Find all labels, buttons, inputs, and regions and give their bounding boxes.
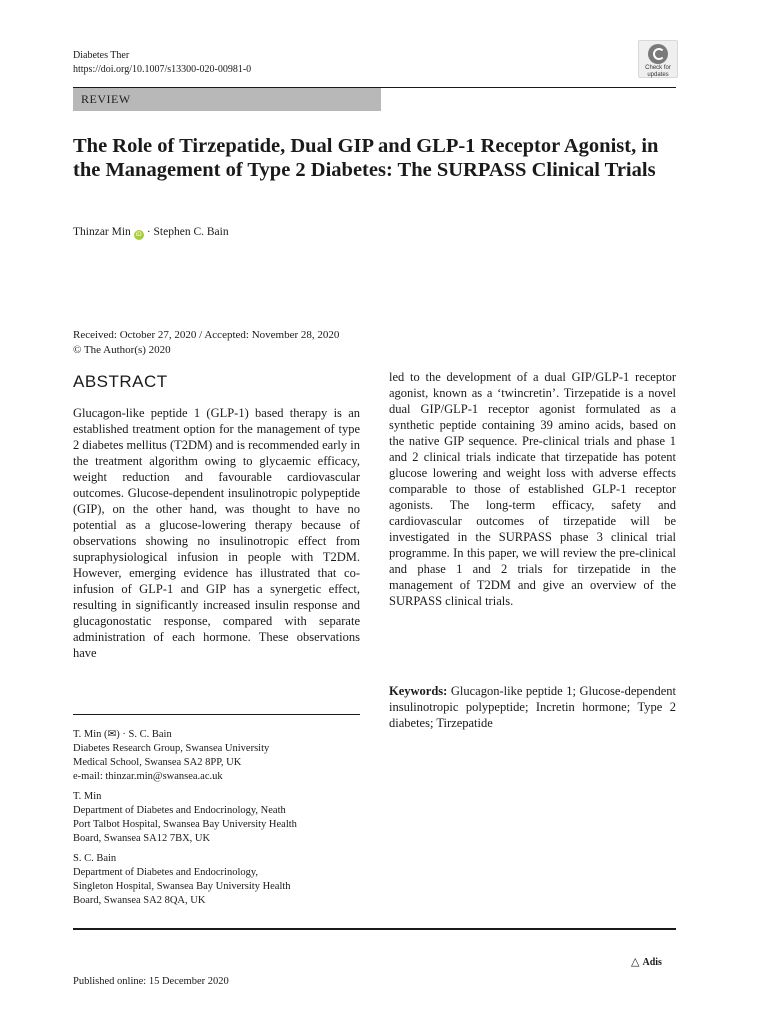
affiliation-block: [73, 728, 363, 784]
doi-link[interactable]: https://doi.org/10.1007/s13300-020-00981-0: [73, 64, 252, 75]
affiliation-line: Department of Diabetes and Endocrinology,: [73, 867, 259, 878]
keywords-label: Keywords:: [389, 684, 448, 698]
copyright: © The Author(s) 2020: [73, 344, 171, 356]
author-list: [73, 226, 229, 240]
received-accepted: Received: October 27, 2020 / Accepted: November 28, 2020: [73, 329, 340, 341]
affiliation-line: Medical School, Swansea SA2 8PP, UK: [73, 757, 242, 768]
affiliation-line: Board, Swansea SA12 7BX, UK: [73, 833, 211, 844]
author-separator: ·: [146, 226, 151, 238]
journal-name: Diabetes Ther: [73, 50, 130, 61]
triangle-logo-icon: △: [631, 955, 640, 968]
affiliation-block: [73, 790, 363, 846]
abstract-column-right: [389, 369, 676, 609]
abstract-column-left: [73, 405, 360, 661]
check-for-updates-button[interactable]: [638, 40, 678, 78]
publisher-logo: [631, 955, 662, 968]
check-badge-line1: Check for: [645, 65, 671, 71]
keywords: [389, 683, 676, 731]
section-label: REVIEW: [81, 92, 131, 106]
orcid-icon[interactable]: iD: [134, 230, 144, 240]
publisher-name: Adis: [642, 957, 662, 968]
abstract-text: led to the development of a dual GIP/GLP-1 receptor agonist, known as a ‘twincretin’. Tirzepatide is a novel dual GIP/GLP-1 receptor agonist formulated as a synthetic peptide containing 39 amino acids, based on the native GIP sequence. Pre-clinical trials and phase 1 and 2 clinical trials indicate that tirzepatide has potent glucose lowering and weight loss with adverse effects comparable to those of established GLP-1 receptor agonists. The long-term efficacy, safety and cardiovascular outcomes of tirzepatide will be investigated in the SURPASS phase 3 clinical trial programme. In this paper, we will review the pre-clinical and phase 1 and 2 trials for tirzepatide in the management of T2DM and give an overview of the SURPASS clinical trials.: [389, 370, 676, 608]
published-date: Published online: 15 December 2020: [73, 976, 229, 987]
email-link[interactable]: e-mail: thinzar.min@swansea.ac.uk: [73, 771, 223, 782]
check-badge-line2: updates: [647, 72, 669, 78]
journal-header: [73, 49, 251, 77]
affiliation-line: Singleton Hospital, Swansea Bay University Health: [73, 881, 291, 892]
footnote-rule: [73, 714, 360, 715]
affiliation-line: Port Talbot Hospital, Swansea Bay University Health: [73, 819, 297, 830]
affiliation-line: Diabetes Research Group, Swansea University: [73, 743, 270, 754]
affiliation-authors: T. Min: [73, 791, 102, 802]
article-dates: [73, 328, 339, 358]
abstract-heading: ABSTRACT: [73, 372, 168, 391]
affiliation-authors: T. Min (✉) · S. C. Bain: [73, 729, 172, 740]
abstract-text: Glucagon-like peptide 1 (GLP-1) based therapy is an established treatment option for the management of type 2 diabetes mellitus (T2DM) and is recommended early in the treatment algorithm owing to glycaemic efficacy, weight reduction and favourable cardiovascular outcomes. Glucose-dependent insulinotropic polypeptide (GIP), on the other hand, was thought to have no potential as a glucose-lowering therapy because of observations showing no insulinotropic effect from supraphysiological infusion in people with T2DM. However, emerging evidence has illustrated that co-infusion of GLP-1 and GIP has a synergetic effect, resulting in significantly increased insulin response and glucagonostatic response, compared with separate administration of each hormone. These observations have: [73, 406, 360, 660]
affiliation-line: Board, Swansea SA2 8QA, UK: [73, 895, 206, 906]
article-title: The Role of Tirzepatide, Dual GIP and GLP-1 Receptor Agonist, in the Management of Type 2 Diabetes: The SURPASS Clinical Trials: [73, 135, 659, 181]
affiliation-line: Department of Diabetes and Endocrinology, Neath: [73, 805, 286, 816]
footer-rule: [73, 928, 676, 930]
author-name[interactable]: Stephen C. Bain: [153, 226, 229, 238]
author-name[interactable]: Thinzar Min: [73, 226, 131, 238]
affiliation-authors: S. C. Bain: [73, 853, 117, 864]
section-label-bar: [73, 88, 381, 111]
crossmark-icon: [648, 44, 668, 64]
keywords-text: Glucagon-like peptide 1; Glucose-dependent insulinotropic polypeptide; Incretin hormone; Type 2 diabetes; Tirzepatide: [389, 684, 677, 730]
affiliation-block: [73, 852, 363, 908]
